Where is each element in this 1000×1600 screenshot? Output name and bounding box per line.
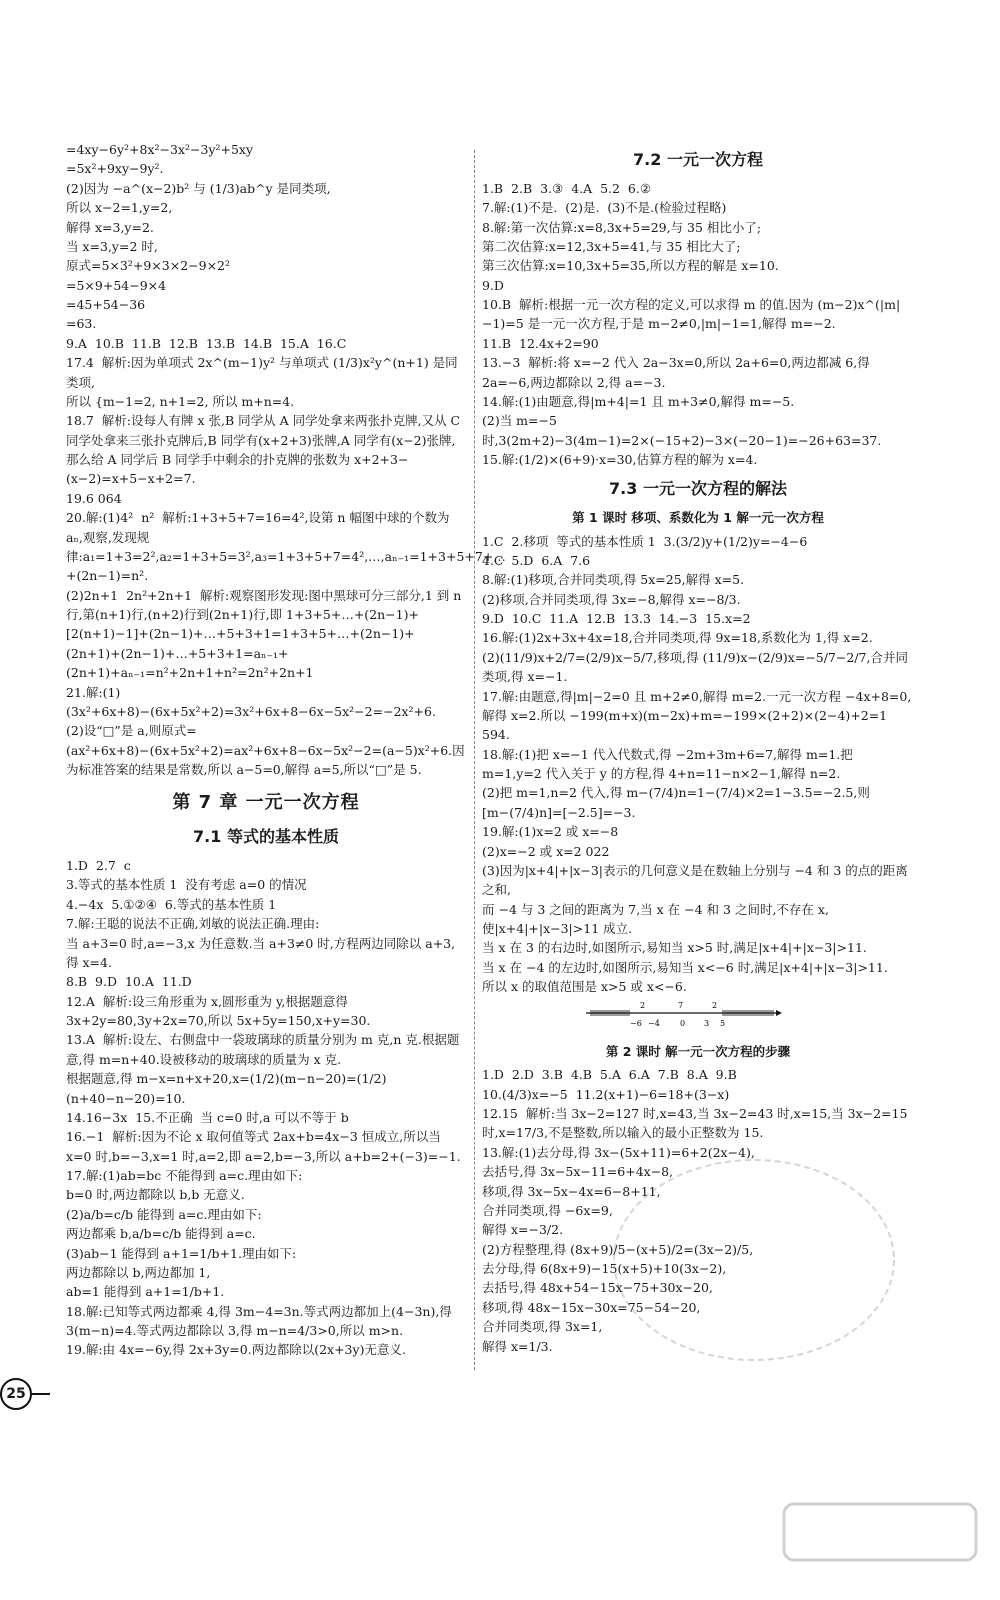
answer-line: (2)x=−2 或 x=2 022 [482,843,610,859]
answer-line: (3)因为|x+4|+|x−3|表示的几何意义是在数轴上分别与 −4 和 3 的点的距离之和, [482,862,908,898]
watermark-logo [780,1500,980,1590]
answer-line: (2)方程整理,得 (8x+9)/5−(x+5)/2=(3x−2)/5, [482,1241,754,1257]
answer-line: 7.解:(1)不是. (2)是. (3)不是.(检验过程略) [482,200,727,216]
number-line-label: 5 [720,1018,726,1027]
answer-line: 当 x 在 −4 的左边时,如图所示,易知当 x<−6 时,满足|x+4|+|x−3|>11. [482,959,888,975]
answer-line: 解得 x=−3/2. [482,1222,564,1238]
answer-line: 10.B 解析:根据一元一次方程的定义,可以求得 m 的值.因为 (m−2)x^(|m|−1)=5 是一元一次方程,于是 m−2≠0,|m|−1=1,解得 m=−2. [482,297,901,332]
answer-line: 第三次估算:x=10,3x+5=35,所以方程的解是 x=10. [482,258,779,274]
answer-line: 合并同类项,得 −6x=9, [482,1202,613,1218]
answer-line: 12.15 解析:当 3x−2=127 时,x=43,当 3x−2=43 时,x=15,当 3x−2=15 时,x=17/3,不是整数,所以输入的最小正整数为 15. [482,1106,912,1141]
answer-line: 解得 x=1/3. [482,1338,553,1354]
answer-line: 移项,得 3x−5x−4x=6−8+11, [482,1183,661,1199]
answer-line: 原式=5×3²+9×3×2−9×2² [66,258,231,274]
answer-line: (2)设“□”是 a,则原式=(ax²+6x+8)−(6x+5x²+2)=ax²+6x+8−6x−5x²−2=(a−5)x²+6.因为标准答案的结果是常数,所以 a−5=0,解得 a=5,所以“□”是 5. [66,723,465,777]
answer-line: 1.B 2.B 3.③ 4.A 5.2 6.② [482,180,652,196]
answer-line: 14.解:(1)由题意,得|m+4|=1 且 m+3≠0,解得 m=−5. [482,393,795,409]
answer-line: 19.解:由 4x=−6y,得 2x+3y=0.两边都除以(2x+3y)无意义. [66,1342,406,1358]
section-title-7-1: 7.1 等式的基本性质 [193,827,339,847]
answer-line: 合并同类项,得 3x=1, [482,1319,603,1335]
answer-line: b=0 时,两边都除以 b,b 无意义. [66,1187,245,1203]
answer-line: 13.−3 解析:将 x=−2 代入 2a−3x=0,所以 2a+6=0,两边都减 6,得 2a=−6,两边都除以 2,得 a=−3. [482,355,874,390]
answer-line: 15.解:(1/2)×(6+9)·x=30,估算方程的解为 x=4. [482,452,758,468]
page-number-dash [32,1393,50,1395]
left-column [66,140,506,1360]
number-line-label: 0 [680,1018,686,1027]
answer-line: 19.解:(1)x=2 或 x=−8 [482,824,619,840]
answer-line: 当 x 在 3 的右边时,如图所示,易知当 x>5 时,满足|x+4|+|x−3|>11. [482,940,867,956]
answer-line: 8.解:(1)移项,合并同类项,得 5x=25,解得 x=5. [482,572,745,588]
stamp-mark [604,1140,904,1380]
answer-line: 7.解:王聪的说法不正确,刘敏的说法正确.理由: [66,916,320,932]
answer-line: 12.A 解析:设三角形重为 x,圆形重为 y,根据题意得 3x+2y=80,3y+2x=70,所以 5x+5y=150,x+y=30. [66,993,371,1029]
answer-line: 8.解:第一次估算:x=8,3x+5=29,与 35 相比小了; [482,219,762,235]
answer-line: (2)因为 −a^(x−2)b² 与 (1/3)ab^y 是同类项, [66,180,331,196]
answer-line: 所以 x 的取值范围是 x>5 或 x<−6. [482,979,687,995]
number-line-top-label: 2 [712,1000,718,1010]
answer-line: 14.16−3x 15.不正确 当 c=0 时,a 可以不等于 b [66,1109,349,1125]
column-divider [474,150,475,1370]
answer-line: =4xy−6y²+8x²−3x²−3y²+5xy [66,142,254,157]
answer-line: 19.6 064 [66,490,122,506]
answer-line: 而 −4 与 3 之间的距离为 7,当 x 在 −4 和 3 之间时,不存在 x,使|x+4|+|x−3|>11 成立. [482,901,829,937]
answer-line: 8.B 9.D 10.A 11.D [66,974,192,990]
answer-line: 第二次估算:x=12,3x+5=41,与 35 相比大了; [482,238,741,254]
answer-line: 3.等式的基本性质 1 没有考虑 a=0 的情况 [66,877,307,893]
number-line-label: 3 [704,1018,710,1027]
answer-line: 9.D [482,277,504,293]
number-line-label: −4 [648,1018,660,1027]
answer-line: (2)移项,合并同类项,得 3x=−8,解得 x=−8/3. [482,591,741,607]
lesson-title-1: 第 1 课时 移项、系数化为 1 解一元一次方程 [572,510,824,526]
answer-line: 4.C 5.D 6.A 7.6 [482,552,591,568]
section-title-7-2: 7.2 一元一次方程 [633,150,763,169]
answer-line: 1.D 2.D 3.B 4.B 5.A 6.A 7.B 8.A 9.B [482,1067,737,1083]
answer-line: 当 x=3,y=2 时, [66,238,158,254]
answer-line: =63. [66,316,97,332]
answer-line: 18.解:(1)把 x=−1 代入代数式,得 −2m+3m+6=7,解得 m=1.把 m=1,y=2 代入关于 y 的方程,得 4+n=11−n×2−1,解得 n=2. [482,746,857,782]
answer-line: 解得 x=3,y=2. [66,219,154,235]
answer-line: 9.A 10.B 11.B 12.B 13.B 14.B 15.A 16.C [66,335,347,351]
answer-line: 去括号,得 3x−5x−11=6+4x−8, [482,1164,674,1180]
answer-line: =5×9+54−9×4 [66,277,167,293]
answer-line: 去括号,得 48x+54−15x−75+30x−20, [482,1280,713,1296]
page-number: 25 [0,1378,32,1410]
answer-line: 16.解:(1)2x+3x+4x=18,合并同类项,得 9x=18,系数化为 1,得 x=2. [482,630,873,646]
answer-line: 20.解:(1)4² n² 解析:1+3+5+7=16=4²,设第 n 幅图中球的个数为 aₙ,观察,发现规律:a₁=1+3=2²,a₂=1+3+5=3²,a₃=1+3+5+7=4²,…,aₙ₋₁=1+3+5+7+…+(2n−1)=n². [66,510,506,584]
answer-line: 21.解:(1)(3x²+6x+8)−(6x+5x²+2)=3x²+6x+8−6x−5x²−2=−2x²+6. [66,684,436,719]
answer-line: =45+54−36 [66,297,146,312]
stamp-graphic [604,1140,904,1380]
chapter-title: 第 7 章 一元一次方程 [172,792,360,814]
answer-line: 两边都除以 b,两边都加 1, [66,1264,211,1280]
stamp-outline [614,1160,894,1360]
answer-line: 1.D 2.7 c [66,858,131,874]
left-block-2 [66,856,466,1360]
answer-line: 当 a+3=0 时,a=−3,x 为任意数.当 a+3≠0 时,方程两边同除以 a+3,得 x=4. [66,935,456,970]
number-line-top-label: 7 [678,1000,684,1010]
right-block-1 [482,179,914,470]
watermark-graphic [780,1500,980,1590]
answer-line: 13.A 解析:设左、右侧盘中一袋玻璃球的质量分别为 m 克,n 克.根据题意,得 m=n+40.设被移动的玻璃球的质量为 x 克. [66,1032,460,1067]
answer-line: 4.−4x 5.①②④ 6.等式的基本性质 1 [66,896,277,912]
answer-line: (2)a/b=c/b 能得到 a=c.理由如下: [66,1206,262,1222]
answer-line: 10.(4/3)x=−5 11.2(x+1)−6=18+(3−x) [482,1086,730,1102]
answer-line: 1.C 2.移项 等式的基本性质 1 3.(3/2)y+(1/2)y=−4−6 [482,533,808,549]
number-line-figure [582,1001,782,1027]
answer-line: (2)把 m=1,n=2 代入,得 m−(7/4)n=1−(7/4)×2=1−3.5=−2.5,则[m−(7/4)n]=[−2.5]=−3. [482,785,870,820]
answer-line: 根据题意,得 m−x=n+x+20,x=(1/2)(m−n−20)=(1/2)(n+40−n−20)=10. [66,1071,387,1106]
number-line-top-label: 2 [640,1000,646,1010]
answer-line: ab=1 能得到 a+1=1/b+1. [66,1284,225,1300]
answer-line: 16.−1 解析:因为不论 x 取何值等式 2ax+b=4x−3 恒成立,所以当 x=0 时,b=−3,x=1 时,a=2,即 a=2,b=−3,所以 a+b=2+(−3)=−1. [66,1129,461,1164]
answer-line: 移项,得 48x−15x−30x=75−54−20, [482,1299,701,1315]
answer-line: 去分母,得 6(8x+9)−15(x+5)+10(3x−2), [482,1261,727,1277]
answer-line: 17.解:(1)ab=bc 不能得到 a=c.理由如下: [66,1168,303,1184]
answer-line: (2)(11/9)x+2/7=(2/9)x−5/7,移项,得 (11/9)x−(2/9)x=−5/7−2/7,合并同类项,得 x=−1. [482,649,908,685]
answer-line: =5x²+9xy−9y². [66,161,164,177]
section-title-7-3: 7.3 一元一次方程的解法 [609,479,787,499]
answer-line: 所以 {m−1=2, n+1=2, 所以 m+n=4. [66,393,295,409]
answer-line: 18.7 解析:设每人有牌 x 张,B 同学从 A 同学处拿来两张扑克牌,又从 C 同学处拿来三张扑克牌后,B 同学有(x+2+3)张牌,A 同学有(x−2)张牌,那么给 A 同学后 B 同学手中剩余的扑克牌的张数为 x+2+3−(x−2)=x+5−x+2=7. [66,413,465,487]
number-line-label: −6 [630,1018,642,1027]
answer-line: (3)ab−1 能得到 a+1=1/b+1.理由如下: [66,1245,297,1261]
answer-line: (2)2n+1 2n²+2n+1 解析:观察图形发现:图中黑球可分三部分,1 到 n 行,第(n+1)行,(n+2)行到(2n+1)行,即 1+3+5+…+(2n−1)+[2(n+1)−1]+(2n−1)+…+5+3+1=1+3+5+…+(2n−1)+(2n+1)+(2n−1)+…+5+3+1=aₙ₋₁+(2n+1)+aₙ₋₁=n²+2n+1+n²=2n²+2n+1 [66,587,466,681]
answer-line: 所以 x−2=1,y=2, [66,200,173,216]
answer-line: 11.B 12.4x+2=90 [482,335,599,351]
answer-line: 两边都乘 b,a/b=c/b 能得到 a=c. [66,1226,256,1242]
answer-line: 9.D 10.C 11.A 12.B 13.3 14.−3 15.x=2 [482,611,751,627]
right-block-2 [482,532,914,997]
answer-line: 17.4 解析:因为单项式 2x^(m−1)y² 与单项式 (1/3)x²y^(n+1) 是同类项, [66,355,458,390]
answer-line: (2)当 m=−5 时,3(2m+2)−3(4m−1)=2×(−15+2)−3×(−20−1)=−26+63=37. [482,413,882,448]
watermark-frame [784,1504,976,1560]
answer-line: 18.解:已知等式两边都乘 4,得 3m−4=3n.等式两边都加上(4−3n),得 3(m−n)=4.等式两边都除以 3,得 m−n=4/3>0,所以 m>n. [66,1303,456,1339]
answer-line: 13.解:(1)去分母,得 3x−(5x+11)=6+2(2x−4), [482,1144,755,1160]
answer-line: 17.解:由题意,得|m|−2=0 且 m+2≠0,解得 m=2.一元一次方程 −4x+8=0,解得 x=2.所以 −199(m+x)(m−2x)+m=−199×(2+2)×(2−4)+2=1 594. [482,688,912,743]
lesson-title-2: 第 2 课时 解一元一次方程的步骤 [605,1043,791,1059]
number-line-arrow [776,1010,782,1016]
